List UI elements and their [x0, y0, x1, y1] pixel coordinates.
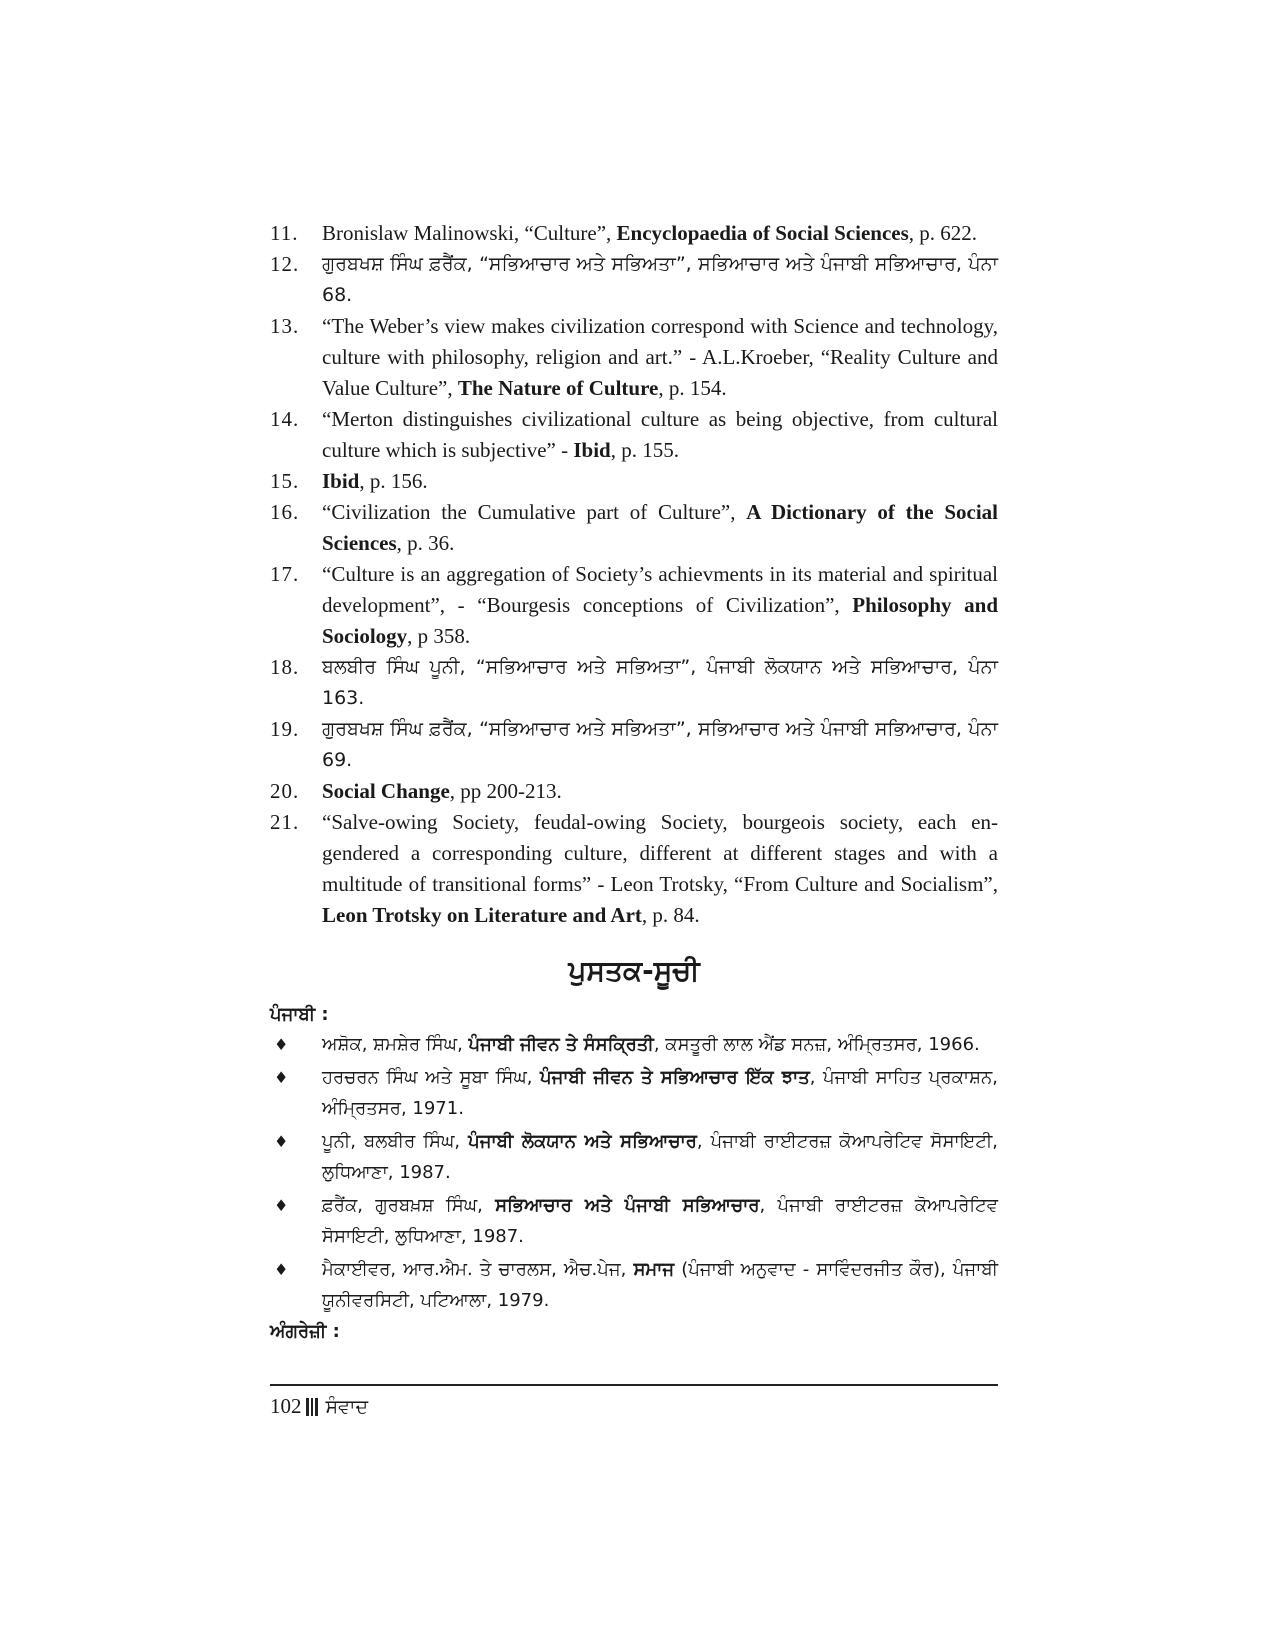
endnote-item [270, 218, 998, 249]
endnote-number: 21. [270, 810, 300, 834]
endnote-text [322, 218, 998, 249]
diamond-bullet-icon: ♦ [274, 1260, 289, 1279]
work-title: Ibid [573, 438, 611, 462]
punjabi-section-heading: ਪੰਜਾਬੀ : [270, 1004, 329, 1025]
endnote-item [270, 776, 998, 807]
endnote-text-run: “The Weber’s view makes civilization correspond with Science and technology, culture with philosophy, religion and art.” - A.L.Kroeber, “Reality Culture and Value Culture”, [322, 314, 998, 400]
bibliography-text-run: ਮੈਕਾਈਵਰ, ਆਰ.ਐਮ. ਤੇ ਚਾਰਲਸ, ਐਚ.ਪੇਜ, [322, 1259, 634, 1280]
endnote-item [270, 249, 998, 311]
bibliography-text [322, 1126, 998, 1188]
bibliography-text-run: , ਪੰਜਾਬੀ ਰਾਈਟਰਜ਼ ਕੋਆਪਰੇਟਿਵ ਸੋਸਾਇਟੀ, ਲੁਧਿਆਣਾ, 1987. [322, 1131, 998, 1183]
endnote-text-run: , p. 36. [396, 531, 455, 555]
endnote-number: 18. [270, 655, 300, 679]
diamond-bullet-icon: ♦ [274, 1068, 289, 1087]
endnote-item [270, 497, 998, 559]
endnote-text-run: , p. 155. [610, 438, 679, 462]
diamond-bullet-icon: ♦ [274, 1196, 289, 1215]
endnote-text-run: “Civilization the Cumulative part of Culture”, [322, 500, 747, 524]
endnote-text-run: ਬਲਬੀਰ ਸਿੰਘ ਪੂਨੀ, “ਸਭਿਆਚਾਰ ਅਤੇ ਸਭਿਅਤਾ”, ਪੰਜਾਬੀ ਲੋਕਯਾਨ ਅਤੇ ਸਭਿਆਚਾਰ, ਪੰਨਾ 163. [322, 656, 998, 709]
endnote-item [270, 714, 998, 776]
endnote-item [270, 404, 998, 466]
endnote-number: 14. [270, 407, 300, 431]
journal-name: ਸੰਵਾਦ [325, 1395, 369, 1418]
book-title: ਪੰਜਾਬੀ ਜੀਵਨ ਤੇ ਸਭਿਆਚਾਰ ਇੱਕ ਝਾਤ [540, 1067, 810, 1088]
endnote-text-run: “Merton distinguishes civilizational culture as being objective, from cultural culture which is subjective” - [322, 407, 998, 462]
separator-bars-icon [306, 1398, 318, 1416]
endnote-text-run: , p. 156. [359, 469, 428, 493]
endnote-text-run: “Culture is an aggregation of Society’s achievments in its material and spiritual development”, - “Bourgesis conceptions of Civilization”, [322, 562, 998, 617]
endnote-text [322, 404, 998, 466]
endnote-item [270, 807, 998, 931]
endnote-text-run: Bronislaw Malinowski, “Culture”, [322, 221, 617, 245]
endnote-text [322, 559, 998, 652]
endnotes-list [270, 218, 998, 931]
bibliography-entry [270, 1029, 998, 1060]
endnote-text-run: ਗੁਰਬਖਸ਼ ਸਿੰਘ ਫ਼ਰੈਂਕ, “ਸਭਿਆਚਾਰ ਅਤੇ ਸਭਿਅਤਾ”, ਸਭਿਆਚਾਰ ਅਤੇ ਪੰਜਾਬੀ ਸਭਿਆਚਾਰ, ਪੰਨਾ 68. [322, 253, 998, 306]
work-title: Ibid [322, 469, 360, 493]
bibliography-text [322, 1029, 998, 1060]
work-title: Encyclopaedia of Social Sciences [616, 221, 909, 245]
bibliography-entry [270, 1254, 998, 1316]
bibliography-text-run: ਅਸ਼ੋਕ, ਸ਼ਮਸ਼ੇਰ ਸਿੰਘ, [322, 1034, 469, 1055]
endnote-item [270, 559, 998, 652]
bibliography-text [322, 1190, 998, 1252]
work-title: Social Change [322, 779, 450, 803]
endnote-number: 11. [270, 221, 299, 245]
endnote-item [270, 466, 998, 497]
endnote-number: 20. [270, 779, 300, 803]
endnote-text-run: ਗੁਰਬਖਸ਼ ਸਿੰਘ ਫ਼ਰੈਂਕ, “ਸਭਿਆਚਾਰ ਅਤੇ ਸਭਿਅਤਾ”, ਸਭਿਆਚਾਰ ਅਤੇ ਪੰਜਾਬੀ ਸਭਿਆਚਾਰ, ਪੰਨਾ 69. [322, 718, 998, 771]
book-title: ਸਮਾਜ [633, 1259, 675, 1280]
endnote-text [322, 652, 998, 714]
endnote-number: 17. [270, 562, 300, 586]
page-number: 102 [270, 1394, 302, 1418]
endnote-item [270, 652, 998, 714]
bibliography-entry [270, 1126, 998, 1188]
bibliography-text [322, 1254, 998, 1316]
bibliography-text-run: ਪੂਨੀ, ਬਲਬੀਰ ਸਿੰਘ, [322, 1131, 469, 1152]
bibliography-entry [270, 1062, 998, 1124]
endnote-text [322, 807, 998, 931]
work-title: Philosophy and Sociology [322, 593, 998, 648]
diamond-bullet-icon: ♦ [274, 1132, 289, 1151]
endnote-text-run: “Salve-owing Society, feudal-owing Society, bourgeois society, each en-gendered a corresponding culture, different at different stages and with a multitude of transitional forms” - Leon Trotsky, “From Culture and Socialism”, [322, 810, 998, 896]
endnote-text [322, 249, 998, 311]
endnote-item [270, 311, 998, 404]
punjabi-bibliography-list [270, 1029, 998, 1316]
endnote-text [322, 714, 998, 776]
endnote-text [322, 466, 998, 497]
diamond-bullet-icon: ♦ [274, 1035, 289, 1054]
endnote-text-run: , p. 154. [658, 376, 727, 400]
work-title: A Dictionary of the Social Sciences [322, 500, 999, 555]
endnote-text [322, 776, 998, 807]
page-footer [270, 1384, 998, 1419]
bibliography-title: ਪੁਸਤਕ-ਸੂਚੀ [568, 954, 700, 987]
bibliography-text-run: (ਪੰਜਾਬੀ ਅਨੁਵਾਦ - ਸਾਵਿੰਦਰਜੀਤ ਕੌਰ), ਪੰਜਾਬੀ ਯੂਨੀਵਰਸਿਟੀ, ਪਟਿਆਲਾ, 1979. [322, 1259, 998, 1311]
endnote-number: 16. [270, 500, 300, 524]
work-title: Leon Trotsky on Literature and Art [322, 903, 642, 927]
bibliography-text-run: , ਕਸਤੂਰੀ ਲਾਲ ਐਂਡ ਸਨਜ਼, ਅੰਮ੍ਰਿਤਸਰ, 1966. [653, 1034, 980, 1055]
endnote-text-run: , pp 200-213. [449, 779, 562, 803]
work-title: The Nature of Culture [457, 376, 659, 400]
bibliography-text-run: , ਪੰਜਾਬੀ ਸਾਹਿਤ ਪ੍ਰਕਾਸ਼ਨ, ਅੰਮ੍ਰਿਤਸਰ, 1971. [322, 1067, 998, 1119]
endnote-text-run: , p. 84. [641, 903, 700, 927]
endnote-text [322, 311, 998, 404]
page-body [270, 218, 998, 1346]
bibliography-text-run: , ਪੰਜਾਬੀ ਰਾਈਟਰਜ਼ ਕੋਆਪਰੇਟਿਵ ਸੋਸਾਇਟੀ, ਲੁਧਿਆਣਾ, 1987. [322, 1195, 998, 1247]
book-title: ਪੰਜਾਬੀ ਲੋਕਯਾਨ ਅਤੇ ਸਭਿਆਚਾਰ [468, 1131, 697, 1152]
endnote-number: 12. [270, 252, 300, 276]
bibliography-text [322, 1062, 998, 1124]
english-section-heading: ਅੰਗਰੇਜ਼ੀ : [270, 1321, 340, 1342]
endnote-text-run: , p 358. [407, 624, 471, 648]
book-title: ਪੰਜਾਬੀ ਜੀਵਨ ਤੇ ਸੰਸਕ੍ਰਿਤੀ [468, 1034, 654, 1055]
bibliography-text-run: ਫ਼ਰੈਂਕ, ਗੁਰਬਖ਼ਸ਼ ਸਿੰਘ, [322, 1195, 496, 1216]
book-title: ਸਭਿਆਚਾਰ ਅਤੇ ਪੰਜਾਬੀ ਸਭਿਆਚਾਰ [495, 1195, 760, 1216]
endnote-text [322, 497, 998, 559]
endnote-number: 19. [270, 717, 300, 741]
bibliography-entry [270, 1190, 998, 1252]
bibliography-text-run: ਹਰਚਰਨ ਸਿੰਘ ਅਤੇ ਸੂਬਾ ਸਿੰਘ, [322, 1067, 541, 1088]
endnote-number: 15. [270, 469, 300, 493]
endnote-text-run: , p. 622. [908, 221, 978, 245]
endnote-number: 13. [270, 314, 300, 338]
